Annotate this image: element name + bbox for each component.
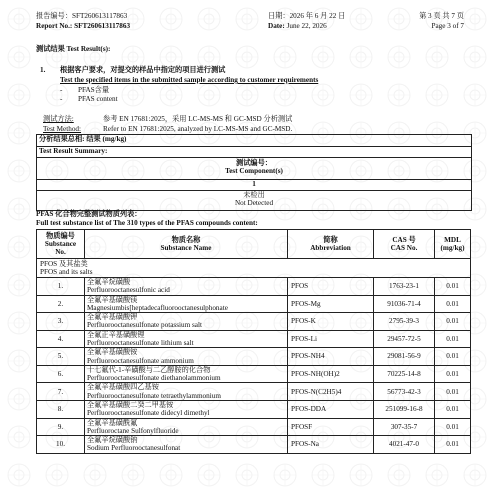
- substance-name-cn: 全氟辛基磺酸镁: [87, 295, 138, 304]
- header-abbr-en: Abbreviation: [310, 244, 351, 252]
- cas-number: 307-35-7: [390, 422, 418, 431]
- bullet-text: PFAS content: [78, 95, 118, 103]
- component-number: 1: [37, 180, 471, 191]
- method-text-en: Refer to EN 17681:2025, analyzed by LC-MS-MS and GC-MSD.: [103, 125, 293, 133]
- method-text-cn: 参考 EN 17681:2025，采用 LC-MS-MS 和 GC-MSD 分析测试: [103, 115, 293, 123]
- bullet-item: [60, 86, 109, 94]
- substance-name-en: Perfluorooctanesulfonate potassium salt: [87, 321, 202, 330]
- header-cas-en: CAS No.: [390, 244, 418, 252]
- cell-abbreviation: [288, 436, 374, 454]
- report-no-label-cn: 报告编号：: [36, 12, 72, 20]
- substance-no: 1.: [57, 282, 64, 291]
- group-label-cn: PFOS 及其盐类: [40, 259, 88, 268]
- cell-mdl: [435, 278, 471, 296]
- mdl-value: 0.01: [446, 317, 459, 326]
- substance-name-cn: 全氟正辛基磺酸锂: [87, 330, 145, 339]
- group-row: [37, 259, 471, 278]
- substance-name-en: Perfluorooctanesulfonate tetraethylammonium: [87, 391, 221, 400]
- request-line-cn: 根据客户要求，对提交的样品中指定的项目进行测试: [60, 66, 226, 74]
- substance-name-en: Perfluoroctane Sulfonylfluoride: [87, 426, 179, 435]
- cell-cas-no: [374, 400, 435, 418]
- cell-substance-no: [37, 436, 85, 454]
- table-row: [37, 313, 471, 331]
- substance-no: 8.: [57, 405, 64, 414]
- cas-number: 1763-23-1: [389, 282, 419, 291]
- cas-number: 56773-42-3: [387, 387, 421, 396]
- cell-substance-name: [85, 295, 288, 313]
- cell-mdl: [435, 418, 471, 436]
- cell-substance-no: [37, 330, 85, 348]
- abbreviation: PFOS-N(C2H5)4: [291, 387, 342, 396]
- cell-cas-no: [374, 383, 435, 401]
- component-label-cn: 测试编号：: [236, 159, 272, 167]
- mdl-value: 0.01: [446, 352, 459, 361]
- method-label-en: Test Method:: [43, 125, 82, 133]
- header-mdl: MDL: [444, 235, 461, 244]
- substance-name-en: Perfluorooctanesulfonic acid: [87, 286, 170, 295]
- cell-substance-no: [37, 418, 85, 436]
- substance-name-en: Perfluorooctanesulfonate ammonium: [87, 356, 194, 365]
- cell-abbreviation: [288, 330, 374, 348]
- header-name-cn: 物质名称: [171, 235, 201, 244]
- cell-cas-no: [374, 330, 435, 348]
- header-no-en2: No.: [55, 248, 66, 257]
- cell-abbreviation: [288, 348, 374, 366]
- substance-name-en: Magnesiumbis[heptadecafluorooctanesulphonate: [87, 303, 228, 312]
- substance-name-cn: 十七氟代-1-辛磺酸与二乙醇胺的化合物: [87, 365, 211, 374]
- abbreviation: PFOS-K: [291, 317, 316, 326]
- col-substance-name: [85, 230, 288, 259]
- col-substance-no: [37, 230, 85, 259]
- date-label-cn: 日期：: [268, 12, 290, 20]
- request-number: 1.: [40, 66, 46, 74]
- group-label-en: PFOS and its salts: [40, 268, 93, 276]
- substance-table: [36, 229, 471, 454]
- cell-abbreviation: [288, 278, 374, 296]
- substance-no: 7.: [57, 387, 64, 396]
- cell-substance-no: [37, 295, 85, 313]
- report-no-en: SFT260613117863: [74, 22, 131, 30]
- method-label-cn: 测试方法:: [43, 115, 74, 123]
- bullet-dash: -: [60, 95, 63, 103]
- cas-number: 91036-71-4: [387, 299, 421, 308]
- cell-substance-no: [37, 348, 85, 366]
- cell-mdl: [435, 436, 471, 454]
- col-mdl: [435, 230, 471, 259]
- cell-cas-no: [374, 295, 435, 313]
- section-title: 测试结果 Test Result(s):: [36, 45, 111, 53]
- summary-title-en: Test Result Summary:: [37, 147, 471, 158]
- cell-substance-name: [85, 313, 288, 331]
- cell-abbreviation: [288, 295, 374, 313]
- col-abbreviation: [288, 230, 374, 259]
- substance-name-en: Perfluorooctanesulfonate didecyl dimethyl: [87, 409, 210, 418]
- cell-mdl: [435, 313, 471, 331]
- substance-no: 6.: [57, 369, 64, 378]
- cell-mdl: [435, 330, 471, 348]
- mdl-value: 0.01: [446, 334, 459, 343]
- table-row: [37, 383, 471, 401]
- abbreviation: PFOS-Li: [291, 334, 317, 343]
- substance-no: 3.: [57, 317, 64, 326]
- abbreviation: PFOS: [291, 282, 309, 291]
- substance-no: 4.: [57, 334, 64, 343]
- cell-cas-no: [374, 365, 435, 383]
- mdl-value: 0.01: [446, 369, 459, 378]
- cell-substance-no: [37, 400, 85, 418]
- cas-number: 70225-14-8: [387, 369, 421, 378]
- page-number-cn: 第 3 页 共 7 页: [419, 12, 464, 20]
- test-method: [43, 115, 292, 135]
- cell-mdl: [435, 348, 471, 366]
- summary-title-cn: 分析结果总相: 结果 (mg/kg): [37, 135, 471, 147]
- substance-no: 9.: [57, 422, 64, 431]
- table-row: [37, 278, 471, 296]
- cell-substance-no: [37, 365, 85, 383]
- substance-name-cn: 全氟辛基磺酸二癸二甲基铵: [87, 400, 174, 409]
- cell-cas-no: [374, 278, 435, 296]
- result-cn: 未检出: [243, 191, 265, 199]
- component-label-en: Test Component(s): [225, 167, 283, 176]
- cell-substance-name: [85, 330, 288, 348]
- header-mdl-unit: (mg/kg): [440, 244, 465, 252]
- abbreviation: PFOS-Na: [291, 440, 319, 449]
- bullet-dash: -: [60, 86, 63, 94]
- cell-substance-no: [37, 313, 85, 331]
- table-row: [37, 400, 471, 418]
- cell-cas-no: [374, 436, 435, 454]
- substance-list-title: [36, 210, 470, 228]
- cas-number: 251099-16-8: [385, 405, 423, 414]
- mdl-value: 0.01: [446, 387, 459, 396]
- cell-abbreviation: [288, 313, 374, 331]
- report-header: [36, 12, 464, 34]
- date-label-en: Date:: [268, 22, 285, 30]
- cas-number: 29081-56-9: [387, 352, 421, 361]
- substance-no: 5.: [57, 352, 64, 361]
- abbreviation: PFOS-NH4: [291, 352, 325, 361]
- date-cn: 2026 年 6 月 22 日: [289, 12, 346, 20]
- cas-number: 4021-47-0: [389, 440, 419, 449]
- cell-substance-name: [85, 348, 288, 366]
- cell-substance-no: [37, 383, 85, 401]
- substance-name-cn: 全氟辛基磺酸钾: [87, 313, 138, 322]
- list-title-cn: PFAS 化合物完整测试物质列表：: [36, 210, 142, 218]
- substance-name-cn: 全氟辛基磺酸四乙基铵: [87, 383, 159, 392]
- cell-substance-name: [85, 400, 288, 418]
- cell-mdl: [435, 400, 471, 418]
- cell-abbreviation: [288, 400, 374, 418]
- header-name-en: Substance Name: [160, 244, 212, 252]
- cell-substance-name: [85, 418, 288, 436]
- cell-substance-name: [85, 383, 288, 401]
- abbreviation: PFOS-NH(OH)2: [291, 369, 340, 378]
- table-row: [37, 295, 471, 313]
- table-row: [37, 348, 471, 366]
- bullet-item: [60, 95, 118, 103]
- header-no-en1: Substance: [44, 239, 77, 248]
- cell-substance-name: [85, 365, 288, 383]
- cell-abbreviation: [288, 383, 374, 401]
- cas-number: 29457-72-5: [387, 334, 421, 343]
- bullet-text: PFAS含量: [78, 86, 110, 94]
- abbreviation: PFOS-DDA: [291, 405, 327, 414]
- header-abbr-cn: 简称: [323, 235, 338, 244]
- cell-cas-no: [374, 418, 435, 436]
- substance-name-cn: 全氟辛烷磺酸钠: [87, 436, 138, 445]
- result-summary-table: [36, 134, 472, 211]
- cell-abbreviation: [288, 418, 374, 436]
- cell-substance-name: [85, 278, 288, 296]
- mdl-value: 0.01: [446, 299, 459, 308]
- cas-number: 2795-39-3: [389, 317, 419, 326]
- date-en: June 22, 2026: [286, 22, 327, 30]
- cell-substance-no: [37, 278, 85, 296]
- table-row: [37, 436, 471, 454]
- cell-cas-no: [374, 313, 435, 331]
- result-en: Not Detected: [234, 199, 274, 208]
- substance-name-en: Perfluorooctanesulfonate lithium salt: [87, 338, 194, 347]
- cell-mdl: [435, 295, 471, 313]
- cell-mdl: [435, 365, 471, 383]
- mdl-value: 0.01: [446, 405, 459, 414]
- mdl-value: 0.01: [446, 282, 459, 291]
- table-header-row: [37, 230, 471, 259]
- summary-result-cell: [37, 191, 471, 211]
- table-row: [37, 418, 471, 436]
- header-cas-cn: CAS 号: [392, 235, 416, 244]
- substance-no: 10.: [56, 440, 65, 449]
- substance-name-cn: 全氟辛烷磺酸: [87, 278, 131, 286]
- substance-no: 2.: [57, 299, 64, 308]
- substance-name-cn: 全氟辛基磺酸铵: [87, 348, 138, 357]
- header-no-cn: 物质编号: [46, 231, 75, 240]
- table-row: [37, 365, 471, 383]
- mdl-value: 0.01: [446, 440, 459, 449]
- substance-name-en: Sodium Perfluorooctanesulfonat: [87, 444, 181, 453]
- cell-abbreviation: [288, 365, 374, 383]
- list-title-en: Full test substance list of The 310 types of the PFAS compounds content:: [36, 219, 258, 227]
- substance-name-en: Perfluorooctanesulfonate diethanolammonium: [87, 374, 221, 383]
- report-no-label-en: Report No.:: [36, 22, 73, 30]
- mdl-value: 0.01: [446, 422, 459, 431]
- page-number-en: Page 3 of 7: [431, 22, 464, 30]
- report-no-cn: SFT260613117863: [71, 12, 128, 20]
- cell-cas-no: [374, 348, 435, 366]
- abbreviation: PFOS-Mg: [291, 299, 321, 308]
- table-row: [37, 330, 471, 348]
- request-line-en: Test the specified items in the submitted sample according to customer requirements: [60, 76, 319, 84]
- abbreviation: PFOSF: [291, 422, 313, 431]
- col-cas-no: [374, 230, 435, 259]
- summary-component-header: [37, 158, 471, 180]
- substance-name-cn: 全氟辛基磺酰氟: [87, 418, 138, 427]
- cell-mdl: [435, 383, 471, 401]
- cell-substance-name: [85, 436, 288, 454]
